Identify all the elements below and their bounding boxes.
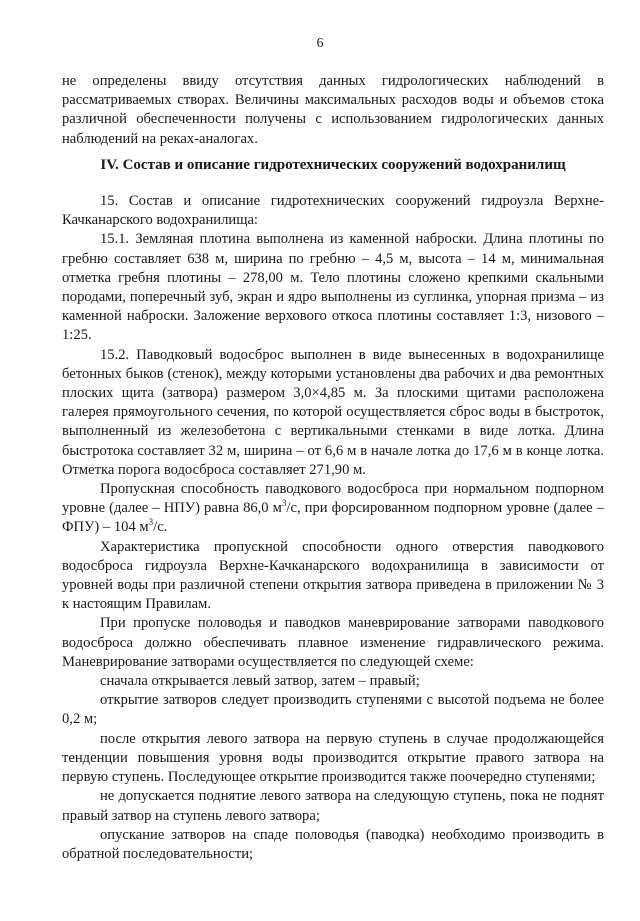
capacity-text-b: /с, при форсированном подпорном уровне (далее – ФПУ) – 104 м (62, 500, 604, 536)
scheme-step-1: сначала открывается левый затвор, затем – правый; (100, 673, 420, 690)
paragraph-characteristic: Характеристика пропускной способности одного отверстия паводкового водосброса гидроузла Верхне-Качканарского водохранилища в зависимости от уровней воды при различной степени открытия затвора приведена в приложении № 3 к настоящим Правилам. (62, 538, 604, 613)
intro-paragraph: не определены ввиду отсутствия данных гидрологических наблюдений в рассматриваемых створах. Величины максимальных расходов воды и объемов стока различной обеспеченности получены с использованием гидрологических данных наблюдений на реках-аналогах. (62, 73, 604, 147)
superscript-3: 3 (148, 517, 154, 528)
scheme-step-2: открытие затворов следует производить ступенями с высотой подъема не более 0,2 м; (62, 692, 604, 728)
paragraph-15-1: 15.1. Земляная плотина выполнена из каменной наброски. Длина плотины по гребню составляет 638 м, ширина по гребню – 4,5 м, высота – 14 м, минимальная отметка гребня плотины – 278,00 м. Тело плотины сложено крепкими скальными породами, поперечный зуб, экран и ядро выполнены из суглинка, упорная призма – из каменной наброски. Заложение верхового откоса плотины составляет 1:3, низового – 1:25. (62, 231, 604, 344)
capacity-text-a: Пропускная способность паводкового водосброса при нормальном подпорном уровне (далее – НПУ) равна 86,0 м (62, 481, 604, 517)
paragraph-capacity (62, 480, 604, 538)
scheme-step-5: опускание затворов на спаде половодья (паводка) необходимо производить в обратной последовательности; (62, 826, 604, 862)
scheme-step-3: после открытия левого затвора на первую ступень в случае продолжающейся тенденции повышения уровня воды производится открытие правого затвора на первую ступень. Последующее открытие производится также поочередно ступенями; (62, 730, 604, 786)
section-heading: IV. Состав и описание гидротехнических сооружений водохранилищ (100, 157, 566, 173)
section-body (62, 192, 604, 864)
intro-block (62, 72, 604, 149)
paragraph-maneuver: При пропуске половодья и паводков маневрирование затворами паводкового водосброса должно обеспечивать плавное изменение гидравлического режима. Маневрирование затворами осуществляется по следующей схеме: (62, 615, 604, 670)
capacity-text-c: /с. (153, 519, 168, 536)
superscript-3: 3 (281, 498, 287, 509)
page-number: 6 (316, 36, 324, 51)
paragraph-15-2: 15.2. Паводковый водосброс выполнен в виде вынесенных в водохранилище бетонных быков (стенок), между которыми установлены два рабочих и два ремонтных плоских щита (затвора) размером 3,0×4,85 м. За плоскими щитами расположена галерея прямоугольного сечения, по которой осуществляется сброс воды в быстроток, выполненный из железобетона с вертикальными стенками в виде лотка. Длина быстротока составляет 32 м, ширина – от 6,6 м в начале лотка до 17,6 м в конце лотка. Отметка порога водосброса составляет 271,90 м. (62, 346, 604, 478)
scheme-step-4: не допускается поднятие левого затвора на следующую ступень, пока не поднят правый затвор на ступень левого затвора; (62, 788, 604, 824)
paragraph-15: 15. Состав и описание гидротехнических сооружений гидроузла Верхне-Качканарского водохранилища: (62, 193, 604, 229)
